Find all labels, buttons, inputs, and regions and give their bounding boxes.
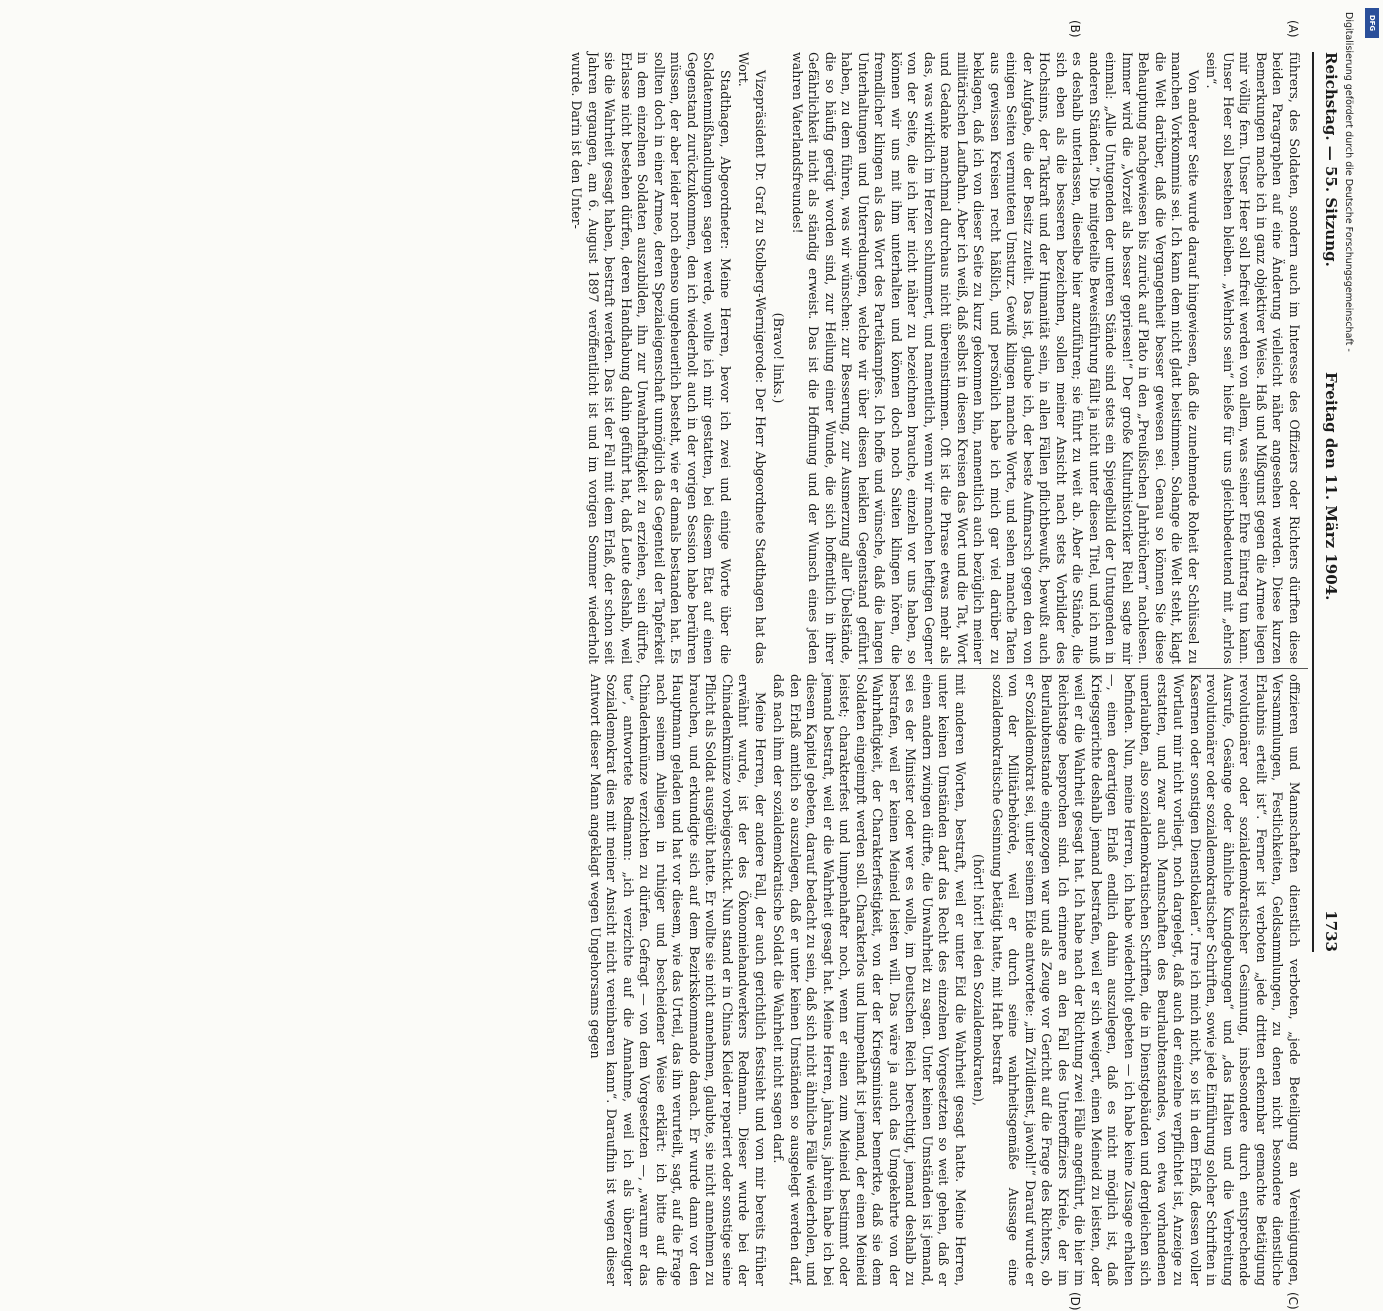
margin-marker-a: (A) xyxy=(1286,20,1300,38)
paragraph: Von anderer Seite wurde darauf hingewiesen, daß die zunehmende Roheit der Schlüssel zu manchen Vorkommnis sei. Ich kann dem nicht glatt beistimmen. Solange die Welt steht, klagt die Welt darüber, daß die Vergangenheit besser gewesen sei. Genau so können Sie diese Behauptung nachgewiesen bis zurück auf Plato in den „Preußischen Jahrbüchern“ nachlesen. Immer wird die „Vorzeit als besser gepriesen!“ Der große Kulturhistoriker Riehl sagte mir einmal: „Alle Untugenden der unteren Stände sind stets ein Spiegelbild der Untugenden in anderen Ständen.“ Die mitgeteilte Beweisführung fällt ja nicht unter diesen Titel, und ich muß es deshalb unterlassen, dieselbe hier anzuführen; sie führt zu weit ab. Aber die Stände, die sich eben als die besseren bezeichnen, sollen meiner Ansicht nach stets Vorbilder des Hochsinns, der Tatkraft und der Humanität sein, in allen Fällen pflichtbewußt, bewußt auch der Aufgabe, die der Besitz zuteilt. Das ist, glaube ich, der beste Aufmarsch gegen den von einigen Seiten vermuteten Umsturz. Gewiß klingen manche Worte, und sehen manche Taten aus gewissen Kreisen recht häßlich, und persönlich habe ich mich gar viel darüber zu beklagen, daß ich von dieser Seite zu kurz gekommen bin, namentlich auch bezüglich meiner militärischen Laufbahn. Aber ich weiß, daß selbst in diesen Kreisen das Wort und die Tat, Wort und Gedanke manchmal durchaus nicht übereinstimmen. Oft ist die Phrase etwas mehr als das, was wirklich im Herzen schlummert, und namentlich, wenn wir manchen heftigen Gegner von der Seite, die ich hier nicht näher zu bezeichnen brauche, einzeln vor uns haben, so können wir uns mit ihm unterhalten und können doch noch Saiten klingen hören, die fremdlicher klingen als das Wort des Parteikampfes. Ich hoffe und wünsche, daß die langen Unterhaltungen und Unterredungen, welche wir über diesen heiklen Gegenstand geführt haben, zu dem führen, was wir wünschen: zur Besserung, zur Ausmerzung aller Übelstände, die so häufig gerügt worden sind, zur Heilung einer Wunde, die sich hoffentlich in ihrer Gefährlichkeit nicht als ständig erweist. Das ist die Hoffnung und der Wunsch eines jeden wahren Vaterlandsfreundes! xyxy=(790,52,1201,664)
header-left: Reichstag. — 55. Sitzung. xyxy=(1322,52,1340,267)
paragraph: führers, des Soldaten, sondern auch im Interesse des Offiziers oder Richters dürften diese beiden Paragraphen auf eine Änderung vielleicht näher angesehen werden. Diese kurzen Bemerkungen mache ich in ganz objektiver Weise. Haß und Mißgunst gegen die Armee liegen mir völlig fern. Unser Heer soll befreit werden von allem, was seiner Ehre Eintrag tun kann. Unser Heer soll bestehen bleiben. „Wehrlos sein“ hieße für uns gleichbedeutend mit „ehrlos sein“. xyxy=(1204,52,1302,664)
page-header xyxy=(1316,52,1342,952)
newspaper-page xyxy=(92,20,1342,1311)
margin-marker-d: (D) xyxy=(1068,1292,1082,1311)
page-number: 1733 xyxy=(1322,910,1340,952)
header-date: Freitag den 11. März 1904. xyxy=(1322,372,1340,601)
digitization-credit: Digitalisierung gefördert durch die Deutsche Forschungsgemeinschaft - xyxy=(1343,12,1354,352)
margin-marker-c: (C) xyxy=(1286,1292,1300,1310)
paragraph: mit anderen Worten, bestraft, weil er unter Eid die Wahrheit gesagt hatte. Meine Herren, unter keinen Umständen darf das Recht des einzelnen Vorgesetzten so weit gehen, daß er einen andern zwingen dürfte, die Unwahrheit zu sagen. Unter keinen Umständen ist jemand, sei es der Minister oder wer es wolle, im Deutschen Reich berechtigt, jemand deshalb zu bestrafen, weil er keinen Meineid leisten will. Das wäre ja auch das Umgekehrte von der Wahrhaftigkeit, der Charakterfestigkeit, von der der Kriegsminister bemerkte, daß sie dem Soldaten eingeimpft werden soll. Charakterlos und lumpenhaft ist jemand, der einen Meineid leistet; charakterfest und lumpenhafter noch, wenn er einen zum Meineid bestimmt oder jemand bestraft, weil er die Wahrheit gesagt hat. Meine Herren, jahraus, jahrein habe ich bei diesem Kapitel gebeten, darauf bedacht zu sein, daß sich nicht ähnliche Fälle wiederholen, und den Erlaß amtlich so auszulegen, daß er unter keinen Umständen so ausgelegt werden darf, daß nach ihm der sozialdemokratische Soldat die Wahrheit nicht sagen darf. xyxy=(771,674,968,1286)
paragraph: (Bravo! links.) xyxy=(771,312,787,404)
paragraph: offizieren und Mannschaften dienstlich verboten, „jede Beteiligung an Vereinigungen, Versammlungen, Festlichkeiten, Geldsammlungen, zu denen nicht besondere dienstliche Erlaubnis erteilt ist“. Ferner ist verboten „jede dritten erkennbar gemachte Betätigung revolutionärer oder sozialdemokratischer Gesinnung, insbesondere durch entsprechende Ausrufe, Gesänge oder ähnliche Kundgebungen“ und „das Halten und die Verbreitung revolutionärer oder sozialdemokratischer Schriften, sowie jede Einführung solcher Schriften in Kasernen oder sonstigen Dienstlokalen“. Irre ich mich nicht, so ist in dem Erlaß, dessen voller Wortlaut mir nicht vorliegt, noch dargelegt, daß auch der einzelne verpflichtet ist, Anzeige zu erstatten, und zwar auch Mannschaften des Beurlaubtenstandes, von etwa vorhandenen unerlaubten, also sozialdemokratischen Schriften, die in Dienstgebäuden und dergleichen sich befinden. Nun, meine Herren, ich habe wiederholt gebeten — ich habe keine Zusage erhalten —, einen derartigen Erlaß endlich dahin auszulegen, daß es nicht möglich ist, daß Kriegsgerichte deshalb jemand bestrafen, weil er sich weigert, einen Meineid zu leisten, oder weil er die Wahrheit gesagt hat. Ich habe nach der Richtung zwei Fälle angeführt, die hier im Reichstage besprochen sind. Ich erinnere an den Fall des Unteroffiziers Kriele, der im Beurlaubtenstande eingezogen war und als Zeuge vor Gericht auf die Frage des Richters, ob er Sozialdemokrat sei, unter seinem Eide antwortete: „im Zivildienst, jawohl!“ Darauf wurde er von der Militärbehörde, weil er durch seine wahrheitsgemäße Aussage eine sozialdemokratische Gesinnung betätigt hatte, mit Haft bestraft xyxy=(990,674,1302,1286)
paragraph: Stadthagen, Abgeordneter: Meine Herren, bevor ich zwei und einige Worte über die Soldatenmißhandlungen sagen werde, wollte ich mir gestatten, bei diesem Etat auf einen Gegenstand zurückzukommen, den ich wiederholt auch in der vorigen Session habe berühren müssen, der aber leider noch ebenso ungeheuerlich besteht, wie er damals bestanden hat. Es sollten doch in einer Armee, deren Spezialeigenschaft unmöglich das Gegenteil der Tapferkeit in dem einzelnen Soldaten auszubilden, ihn zur Unwahrhaftigkeit zu erziehen, sein dürfte, Erlasse nicht bestehen dürfen, deren Handhabung dahin geführt hat, daß Leute deshalb, weil sie die Wahrheit gesagt haben, bestraft werden. Das ist der Fall mit dem Erlaß, der schon seit Jahren ergangen, am 6. August 1897 veröffentlicht ist und im vorigen Sommer wiederholt wurde. Darin ist den Unter- xyxy=(569,52,733,664)
header-rule xyxy=(1312,52,1314,952)
paragraph: Meine Herren, der andere Fall, der auch gerichtlich festsieht und von mir bereits früher erwähnt wurde, ist der des Ökonomiehandwerkers Redmann. Dieser wurde bei der Chinadenkmünze vorbeigeschickt. Nun stand er in Chinas Kleider repariert oder sonstige seine Pflicht als Soldat ausgeübt hatte. Er wollte sie nicht annehmen, glaubte, sie nicht annehmen zu brauchen, und erkundigte sich auf dem Bezirkskommando danach. Er wurde dann vor den Hauptmann geladen und hat vor diesem, wie das Urteil, das ihn verurteilt, sagt, auf die Frage nach seinem Anliegen in ruhiger und bescheidener Weise erklärt: ich bitte auf die Chinadenkmünze verzichten zu dürfen. Gefragt — von dem Vorgesetzten —, „warum er das tue“, antwortete Redmann: „ich verzichte auf die Annahme, weil ich als überzeugter Sozialdemokrat dies mit meiner Ansicht nicht vereinbaren kann“. Daraufhin ist wegen dieser Antwort dieser Mann angeklagt wegen Ungehorsams gegen xyxy=(588,674,768,1286)
column-divider xyxy=(858,668,1308,669)
left-column xyxy=(569,52,1302,664)
paragraph: Vizepräsident Dr. Graf zu Stolberg-Wernigerode: Der Herr Abgeordnete Stadthagen hat das Wort. xyxy=(736,52,768,664)
margin-marker-b: (B) xyxy=(1068,20,1082,38)
right-column xyxy=(588,674,1302,1286)
paragraph: (hört! hört! bei den Sozialdemokraten), xyxy=(971,854,987,1106)
dfg-logo: DFG xyxy=(1365,8,1379,38)
